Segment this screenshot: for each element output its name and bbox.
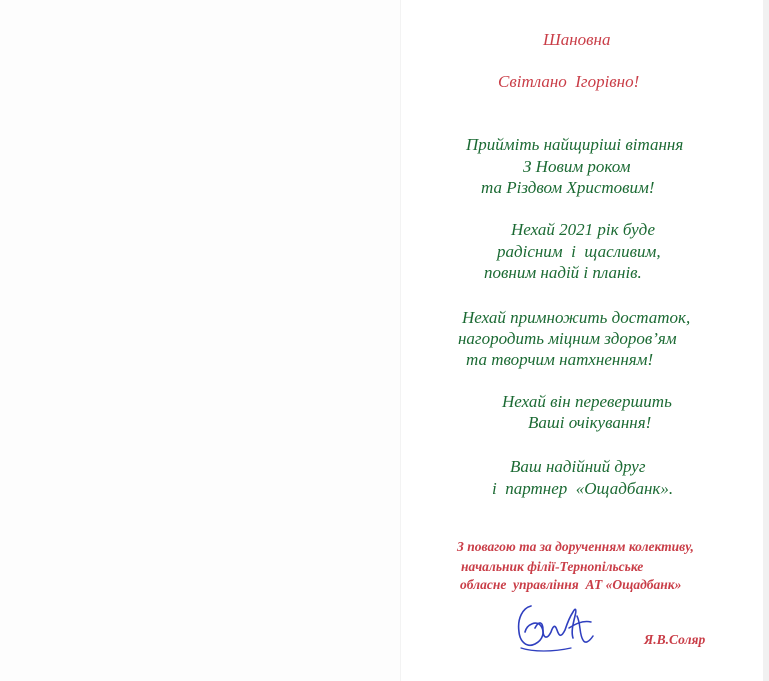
greeting-paragraph-2-line-3: повним надій і планів. [484, 263, 642, 282]
greeting-paragraph-1-line-2: З Новим роком [523, 157, 631, 176]
closing-line-3: обласне управління АТ «Ощадбанк» [460, 577, 682, 592]
salutation-line-2: Світлано Ігорівно! [498, 72, 640, 91]
card-edge [763, 0, 769, 681]
signer-name: Я.В.Соляр [644, 632, 706, 647]
greeting-paragraph-2-line-2: радісним і щасливим, [497, 242, 661, 261]
greeting-paragraph-2-line-1: Нехай 2021 рік буде [511, 220, 656, 239]
greeting-paragraph-3-line-2: нагородить міцним здоров’ям [458, 329, 677, 348]
closing-line-1: З повагою та за дорученням колективу, [457, 539, 694, 554]
closing-line-2: начальник філії-Тернопільське [461, 559, 644, 574]
greeting-paragraph-5-line-1: Ваш надійний друг [510, 457, 646, 476]
greeting-paragraph-3-line-3: та творчим натхненням! [466, 350, 654, 369]
card-fold-line [400, 0, 401, 681]
salutation-line-1: Шановна [543, 30, 611, 49]
greeting-paragraph-4-line-1: Нехай він перевершить [502, 392, 672, 411]
greeting-paragraph-1-line-3: та Різдвом Христовим! [481, 178, 655, 197]
greeting-paragraph-5-line-2: і партнер «Ощадбанк». [492, 479, 674, 498]
handwritten-signature [513, 598, 597, 658]
greeting-paragraph-4-line-2: Ваші очікування! [528, 413, 652, 432]
greeting-paragraph-1-line-1: Прийміть найщиріші вітання [466, 135, 684, 154]
greeting-paragraph-3-line-1: Нехай примножить достаток, [462, 308, 691, 327]
